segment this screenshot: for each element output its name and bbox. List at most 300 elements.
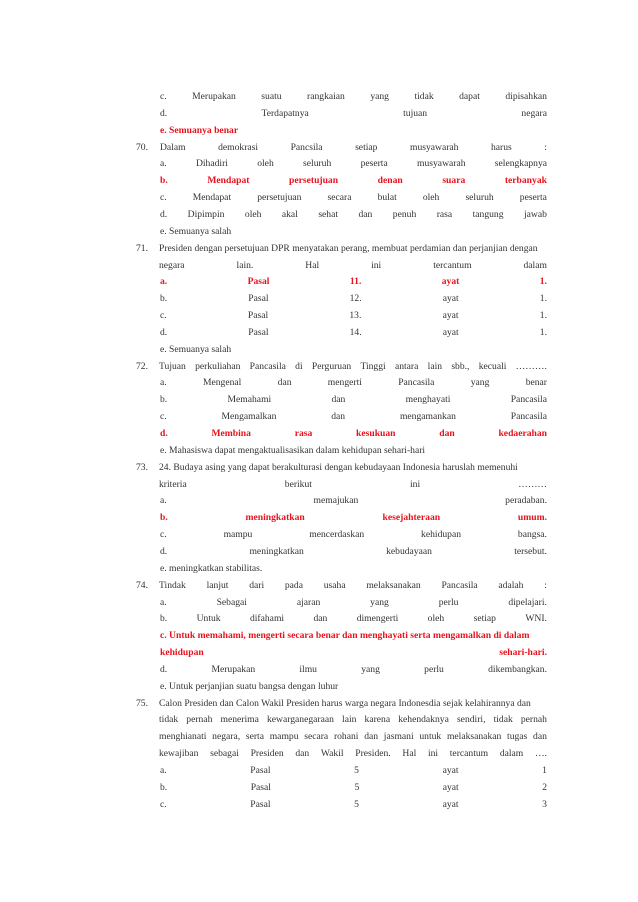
line-body	[160, 629, 547, 643]
text-line	[0, 494, 638, 508]
text-line	[0, 528, 638, 542]
word: dimengerti	[356, 613, 399, 625]
word: peserta	[519, 192, 547, 204]
word: mampu	[223, 529, 253, 541]
text-line	[0, 663, 638, 677]
word: tugas	[507, 731, 528, 743]
word: tidak	[159, 714, 179, 726]
word: WNI.	[525, 613, 547, 625]
word: d.	[160, 208, 168, 220]
word: dikembangkan.	[488, 663, 547, 675]
word: Hal	[402, 748, 417, 760]
word: ajaran	[296, 596, 321, 608]
text-line	[0, 730, 638, 744]
text-line	[0, 461, 638, 475]
word: yang	[370, 596, 389, 608]
word: mengerti	[327, 377, 362, 389]
line-body	[160, 596, 547, 610]
text-line	[0, 208, 638, 222]
word: sehari-hari.	[499, 647, 547, 659]
word: ilmu	[299, 663, 317, 675]
line-body	[160, 376, 547, 390]
question-number: 70.	[136, 141, 148, 153]
word: bangsa.	[517, 529, 547, 541]
word: lain	[342, 714, 357, 726]
question-number: 71.	[136, 242, 148, 254]
text-line	[0, 511, 638, 525]
line-body	[159, 747, 547, 761]
word: akal	[281, 208, 298, 220]
word: dapat	[459, 91, 480, 102]
word: sbb.,	[451, 360, 470, 372]
word: seluruh	[465, 192, 494, 204]
word: Pasal	[247, 276, 270, 288]
word: Mendapat	[192, 192, 232, 204]
word: Pasal	[248, 326, 269, 338]
word: c.	[160, 192, 167, 204]
word: kebudayaan	[386, 545, 432, 557]
line-body	[159, 697, 547, 711]
line-body	[160, 208, 547, 222]
line-body	[160, 174, 547, 188]
word: jasmani	[383, 731, 414, 743]
word: kehendaknya	[398, 714, 449, 726]
word: benar	[525, 377, 547, 389]
word: tidak	[414, 91, 434, 102]
word: kedaerahan	[498, 428, 547, 439]
text-line	[0, 360, 638, 374]
word: ayat	[442, 781, 459, 793]
line-body	[160, 764, 547, 778]
question-number: 74.	[136, 579, 148, 591]
word: melaksanakan	[366, 579, 421, 591]
line-body	[160, 781, 547, 795]
word: ………	[518, 478, 547, 490]
text-line	[0, 292, 638, 306]
text-line	[0, 444, 638, 458]
line-body	[160, 444, 547, 458]
word: di	[295, 360, 303, 372]
word: perkuliahan	[195, 360, 241, 372]
text-line	[0, 579, 638, 593]
word: rasa	[436, 208, 453, 220]
word: d.	[160, 107, 168, 119]
word: Pasal	[250, 765, 271, 776]
word: Pancsila	[290, 141, 323, 153]
word: dipisahkan	[505, 91, 547, 102]
text-line	[0, 646, 638, 660]
word: menerima	[220, 714, 259, 726]
line-body	[159, 259, 547, 273]
word: peradaban.	[505, 495, 547, 507]
word: Presiden.	[355, 748, 391, 760]
word: Dalam	[160, 141, 186, 153]
word: serta	[245, 731, 264, 743]
word: oleh	[257, 158, 274, 170]
word: ayat	[441, 276, 460, 288]
line-body	[160, 427, 547, 441]
line-body	[160, 680, 547, 694]
text-line	[0, 629, 638, 643]
word: yang	[470, 377, 490, 389]
line-body	[159, 713, 547, 727]
text-line	[0, 410, 638, 424]
line-text: e. Mahasiswa dapat mengaktualisasikan dalam kehidupan sehari-hari	[160, 444, 426, 456]
word: dan	[533, 731, 547, 743]
text-line	[0, 764, 638, 778]
word: berikut	[284, 478, 312, 490]
word: dalam	[523, 259, 547, 271]
word: harus	[490, 141, 512, 153]
word: b.	[160, 512, 168, 524]
line-body	[160, 612, 547, 626]
word: :	[544, 579, 547, 591]
word: d.	[160, 663, 168, 675]
line-body	[160, 124, 547, 138]
word: Pasal	[250, 798, 271, 810]
text-line	[0, 612, 638, 626]
word: 5	[354, 765, 359, 776]
word: Mendapat	[207, 175, 250, 187]
word: Sebagai	[216, 596, 247, 608]
text-line	[0, 107, 638, 121]
word: Membina	[211, 428, 251, 439]
word: kewarganegaraan	[266, 714, 334, 726]
word: c.	[160, 91, 167, 102]
word: oleh	[244, 208, 262, 220]
word: 1.	[539, 276, 547, 288]
word: lain	[427, 360, 443, 372]
word: dan	[364, 731, 379, 743]
word: c.	[160, 798, 167, 810]
word: mencerdaskan	[309, 529, 365, 541]
line-body	[159, 579, 547, 593]
word: Dihadiri	[195, 158, 228, 170]
word: secara	[304, 731, 329, 743]
word: Perguruan	[311, 360, 352, 372]
word: musyawarah	[409, 141, 459, 153]
text-line	[0, 275, 638, 289]
word: Pancasila	[510, 411, 547, 423]
word: dari	[249, 579, 265, 591]
word: menghianati	[159, 731, 207, 743]
text-line	[0, 478, 638, 492]
word: Pasal	[247, 310, 269, 322]
word: Untuk	[196, 613, 221, 625]
line-body	[160, 410, 547, 424]
word: negara	[521, 107, 547, 119]
word: negara,	[212, 731, 241, 743]
word: antara	[394, 360, 419, 372]
word: 1	[542, 765, 547, 776]
word: denan	[377, 175, 403, 187]
word: Hal	[305, 259, 320, 271]
word: setiap	[473, 613, 496, 625]
word: adalah	[498, 579, 524, 591]
word: seluruh	[303, 158, 332, 170]
word: setiap	[355, 141, 378, 153]
word: ayat	[442, 293, 459, 305]
word: c.	[160, 411, 167, 423]
word: Dipimpin	[187, 208, 225, 220]
line-body	[160, 107, 547, 121]
line-body	[160, 157, 547, 171]
word: mengamankan	[399, 411, 456, 423]
line-text: e. meningkatkan stabilitas.	[160, 562, 263, 574]
line-body	[159, 360, 547, 374]
word: rohani	[333, 731, 359, 743]
text-line	[0, 157, 638, 171]
word: 1.	[539, 326, 547, 338]
word: sendiri,	[456, 714, 486, 726]
line-body	[160, 326, 547, 340]
text-line	[0, 259, 638, 273]
word: negara	[159, 259, 185, 271]
word: ayat	[442, 765, 459, 776]
word: perlu	[438, 596, 459, 608]
line-text: e. Semuanya benar	[160, 124, 239, 136]
word: pada	[284, 579, 303, 591]
text-line	[0, 697, 638, 711]
word: ini	[410, 478, 421, 490]
word: untuk	[419, 731, 442, 743]
line-body	[160, 562, 547, 576]
word: Wakil	[320, 748, 344, 760]
word: melaksanakan	[446, 731, 502, 743]
text-line	[0, 393, 638, 407]
word: Tujuan	[159, 360, 186, 372]
word: rangkaian	[307, 91, 345, 102]
word: dan	[439, 428, 455, 439]
line-text: Presiden dengan persetujuan DPR menyatakan perang, membuat perdamian dan perjanjian dengan	[159, 242, 538, 254]
word: 1.	[539, 310, 547, 322]
word: b.	[160, 175, 168, 187]
word: 5	[354, 781, 360, 793]
word: penuh	[392, 208, 417, 220]
word: usaha	[323, 579, 346, 591]
word: 13.	[349, 310, 362, 322]
word: pernah	[186, 714, 213, 726]
text-line	[0, 124, 638, 138]
line-body	[160, 494, 547, 508]
word: kesukuan	[356, 428, 396, 439]
word: perlu	[424, 663, 444, 675]
line-text: Calon Presiden dan Calon Wakil Presiden harus warga negara Indonesdia sejak kelahirannya dan	[159, 697, 531, 709]
line-body	[160, 292, 547, 306]
line-body	[160, 528, 547, 542]
word: tersebut.	[514, 545, 547, 557]
word: suatu	[261, 91, 282, 102]
word: bulat	[377, 192, 397, 204]
word: a.	[160, 276, 168, 288]
word: dipelajari.	[508, 596, 547, 608]
text-line	[0, 343, 638, 357]
word: tercantum	[433, 259, 472, 271]
word: d.	[160, 326, 168, 338]
word: kehidupan	[421, 529, 462, 541]
text-line	[0, 713, 638, 727]
word: Memahami	[227, 394, 272, 406]
word: Terdapatnya	[261, 107, 309, 119]
word: mampu	[269, 731, 299, 743]
word: tangung	[472, 208, 504, 220]
word: kesejahteraan	[382, 512, 441, 524]
word: Tinggi	[360, 360, 386, 372]
word: 3	[542, 798, 547, 810]
word: c.	[160, 310, 167, 322]
text-line	[0, 225, 638, 239]
word: umum.	[517, 512, 547, 524]
line-text: 24. Budaya asing yang dapat berakulturasi dengan kebudayaan Indonesia haruslah memenuhi	[159, 461, 518, 473]
word: Merupakan	[192, 91, 236, 102]
text-line	[0, 326, 638, 340]
line-body	[160, 141, 547, 155]
text-line	[0, 781, 638, 795]
word: Pasal	[248, 293, 269, 305]
word: Merupakan	[211, 663, 256, 675]
word: kecuali	[478, 360, 507, 372]
text-line	[0, 427, 638, 441]
word: yang	[361, 663, 380, 675]
line-body	[159, 242, 547, 256]
word: rasa	[294, 428, 313, 439]
word: demokrasi	[218, 141, 259, 153]
text-line	[0, 376, 638, 390]
line-body	[159, 730, 547, 744]
word: Pasal	[250, 781, 271, 793]
word: 5	[354, 798, 359, 810]
word: a.	[160, 495, 167, 507]
word: ini	[371, 259, 382, 271]
word: memajukan	[313, 495, 359, 507]
word: dan	[277, 377, 292, 389]
word: dan	[331, 411, 346, 423]
word: difahami	[249, 613, 285, 625]
word: b.	[160, 781, 168, 793]
word: peserta	[360, 158, 388, 170]
word: secara	[327, 192, 352, 204]
word: ayat	[442, 326, 459, 338]
word: sebagai	[210, 748, 239, 760]
line-body	[160, 798, 547, 812]
word: dan	[313, 613, 328, 625]
line-body	[160, 90, 547, 104]
word: sehat	[318, 208, 339, 220]
word: meningkatkan	[245, 512, 305, 524]
word: dalam	[499, 748, 524, 760]
word: meningkatkan	[249, 545, 304, 557]
word: Tindak	[159, 579, 186, 591]
word: Mengamalkan	[221, 411, 277, 423]
word: c.	[160, 529, 167, 541]
text-line	[0, 90, 638, 104]
word: Pancasila	[441, 579, 478, 591]
question-number: 72.	[136, 360, 148, 372]
line-body	[160, 343, 547, 357]
line-body	[160, 545, 547, 559]
word: pernah	[520, 714, 547, 726]
word: dan	[331, 394, 346, 406]
word: ….	[534, 748, 547, 760]
word: oleh	[427, 613, 445, 625]
word: 14.	[349, 326, 362, 338]
word: ayat	[442, 798, 459, 810]
word: :	[544, 141, 547, 153]
word: a.	[160, 377, 167, 389]
word: karena	[364, 714, 391, 726]
line-body	[160, 309, 547, 323]
word: tercantum	[449, 748, 489, 760]
text-line	[0, 798, 638, 812]
word: terbanyak	[504, 175, 547, 187]
word: lanjut	[206, 579, 229, 591]
line-body	[160, 646, 547, 660]
word: musyawarah	[417, 158, 466, 170]
word: a.	[160, 596, 167, 608]
text-line	[0, 596, 638, 610]
line-text: e. Untuk perjanjian suatu bangsa dengan luhur	[160, 680, 339, 692]
text-line	[0, 141, 638, 155]
word: 12.	[349, 293, 362, 305]
word: b.	[160, 293, 168, 305]
word: ……….	[515, 360, 547, 372]
word: Presiden	[250, 748, 284, 760]
word: yang	[370, 91, 389, 102]
word: dan	[295, 748, 310, 760]
line-body	[159, 478, 547, 492]
word: d.	[160, 545, 168, 557]
word: jawab	[523, 208, 547, 220]
word: Mengenal	[202, 377, 242, 389]
word: persetujuan	[289, 175, 339, 187]
text-line	[0, 191, 638, 205]
word: Pancasila	[249, 360, 286, 372]
word: a.	[160, 765, 167, 776]
word: dan	[358, 208, 373, 220]
line-text: e. Semuanya salah	[160, 225, 232, 237]
text-line	[0, 680, 638, 694]
line-body	[159, 461, 547, 475]
line-body	[160, 663, 547, 677]
line-body	[160, 275, 547, 289]
word: b.	[160, 613, 168, 625]
word: persetujuan	[257, 192, 302, 204]
line-text: e. Semuanya salah	[160, 343, 232, 355]
text-line	[0, 562, 638, 576]
word: 11.	[349, 276, 362, 288]
word: menghayati	[405, 394, 451, 406]
line-body	[160, 225, 547, 239]
word: kriteria	[159, 478, 187, 490]
word: 1.	[539, 293, 547, 305]
word: suara	[442, 175, 466, 187]
text-line	[0, 309, 638, 323]
word: 2	[542, 781, 547, 793]
line-body	[160, 191, 547, 205]
word: a.	[160, 158, 167, 170]
text-line	[0, 242, 638, 256]
word: tujuan	[403, 107, 428, 119]
word: Pancasila	[510, 394, 547, 406]
word: tidak	[493, 714, 513, 726]
word: selengkapnya	[494, 158, 547, 170]
question-number: 75.	[136, 697, 148, 709]
word: Pancasila	[398, 377, 435, 389]
text-line	[0, 174, 638, 188]
line-body	[160, 511, 547, 525]
word: d.	[160, 428, 168, 439]
line-text: c. Untuk memahami, mengerti secara benar dan menghayati serta mengamalkan di dalam	[160, 630, 530, 642]
